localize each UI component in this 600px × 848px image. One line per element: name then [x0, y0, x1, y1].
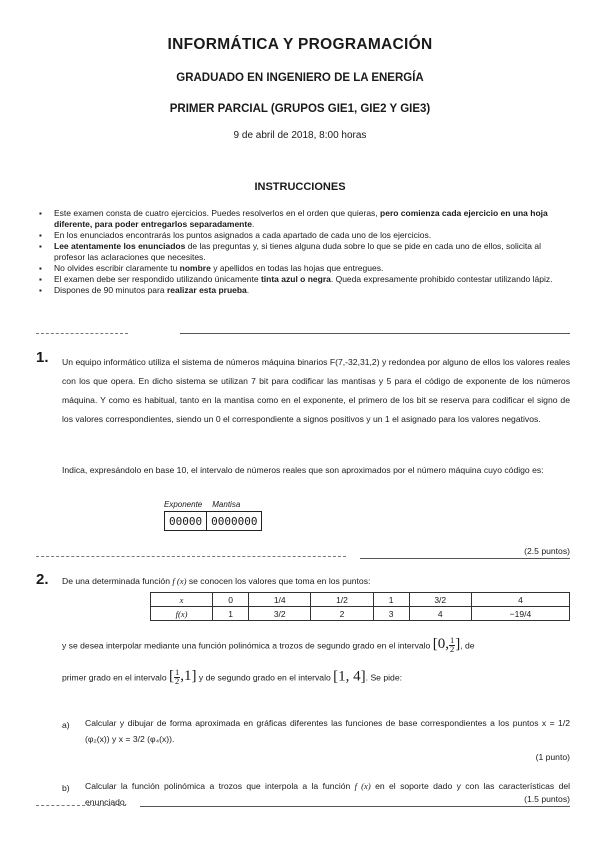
table-cell: 4: [409, 607, 471, 621]
table-cell: 3/2: [409, 593, 471, 607]
interval-3: [1, 4]: [333, 668, 366, 685]
machine-code-box: [164, 511, 262, 531]
part-b-label: b): [62, 783, 70, 793]
instruction-item: ▪ Dispones de 90 minutos para realizar esta prueba.: [37, 285, 572, 296]
instructions-heading: INSTRUCCIONES: [254, 181, 346, 193]
table-row: [151, 593, 570, 607]
table-row: [151, 607, 570, 621]
interval-1: $[0,\frac{1}{2}]$: [432, 635, 461, 654]
document-title: INFORMÁTICA Y PROGRAMACIÓN: [167, 36, 433, 53]
table-header-cell: f(x): [151, 607, 213, 621]
function-symbol: f (x): [354, 781, 371, 791]
table-cell: 1: [373, 593, 409, 607]
values-table: [150, 592, 570, 621]
question-1-points: (2.5 puntos): [524, 546, 570, 556]
question-2-number: 2.: [36, 571, 49, 588]
table-cell: −19/4: [471, 607, 569, 621]
function-symbol: f (x): [172, 576, 187, 586]
separator-line: [140, 806, 570, 807]
interpolation-statement: y se desea interpolar mediante una función polinómica a trozos de segundo grado en el intervalo $[0,\frac{1}{2}]$, de: [62, 635, 475, 654]
table-cell: 1: [213, 607, 249, 621]
separator-line: [360, 558, 570, 559]
part-b-text: Calcular la función polinómica a trozos que interpola a la función f (x) en el soporte dado y con las características del enunciado.: [85, 781, 571, 807]
table-cell: 1/2: [311, 593, 373, 607]
degree-name: GRADUADO EN INGENIERO DE LA ENERGÍA: [176, 72, 424, 84]
part-a-label: a): [62, 720, 70, 730]
instructions-list: [37, 208, 572, 296]
question-1-text: Un equipo informático utiliza el sistema de números máquina binarios F(7,-32,31,2) y redondea por alguno de ellos los valores reales con los que opera. En dicho sistema se utilizan 7 bit para codificar las mantisas y 5 para el código de exponente de los números máquina. Y como es habitual, tanto en la mantisa como en el exponente, el primero de los bit se reserva para codificar el signo de los valores correspondientes, siendo un 0 el correspondiente a signos positivos y un 1 el asignado para los valores negativos.: [62, 357, 570, 424]
table-cell: 3/2: [249, 607, 311, 621]
interval-2: $[\frac{1}{2},1]$: [169, 667, 197, 686]
separator-dashed: [36, 556, 346, 557]
table-cell: 0: [213, 593, 249, 607]
interpolation-statement-line-2: primer grado en el intervalo $[\frac{1}{2},1]$ y de segundo grado en el intervalo [1, 4]. Se pide:: [62, 667, 402, 686]
question-1-prompt: Indica, expresándolo en base 10, el intervalo de números reales que son aproximados por el número máquina cuyo código es:: [62, 465, 544, 475]
table-cell: 4: [471, 593, 569, 607]
separator-dashed: [36, 805, 126, 806]
table-cell: 1/4: [249, 593, 311, 607]
exam-date: 9 de abril de 2018, 8:00 horas: [233, 130, 367, 141]
instruction-item: ▪ Este examen consta de cuatro ejercicios. Puedes resolverlos en el orden que quieras, pero comienza cada ejercicio en una hoja diferente, para poder entregarlos separadamente.: [37, 208, 572, 230]
instruction-item: ▪ Lee atentamente los enunciados de las preguntas y, si tienes alguna duda sobre lo que se pide en cada uno de ellos, solicita al profesor las aclaraciones que necesites.: [37, 241, 572, 263]
instruction-item: ▪ En los enunciados encontrarás los puntos asignados a cada apartado de cada uno de los ejercicios.: [37, 230, 572, 241]
part-b-points: (1.5 puntos): [524, 794, 570, 804]
separator-dashed: [36, 333, 128, 334]
mantissa-label: Mantisa: [212, 500, 241, 509]
table-header-cell: x: [151, 593, 213, 607]
part-a-points: (1 punto): [535, 752, 570, 762]
exam-name: PRIMER PARCIAL (GRUPOS GIE1, GIE2 Y GIE3): [169, 103, 431, 115]
part-a-text: Calcular y dibujar de forma aproximada en gráficas diferentes las funciones de base correspondientes a los puntos x = 1/2 (φ₂(x)) y x = 3/2 (φ₄(x)).: [85, 718, 570, 744]
mantissa-code: 0000000: [206, 512, 261, 530]
instruction-item: ▪ El examen debe ser respondido utilizando únicamente tinta azul o negra. Queda expresamente prohibido contestar utilizando lápiz.: [37, 274, 572, 285]
table-cell: 2: [311, 607, 373, 621]
exponent-code: 00000: [169, 515, 203, 528]
exponent-label: Exponente: [164, 500, 203, 509]
question-1-number: 1.: [36, 349, 49, 366]
separator-line: [180, 333, 570, 334]
table-cell: 3: [373, 607, 409, 621]
instruction-item: ▪ No olvides escribir claramente tu nombre y apellidos en todas las hojas que entregues.: [37, 263, 572, 274]
question-2-intro: De una determinada función f (x) se conocen los valores que toma en los puntos:: [62, 576, 371, 586]
code-labels: [164, 500, 240, 509]
